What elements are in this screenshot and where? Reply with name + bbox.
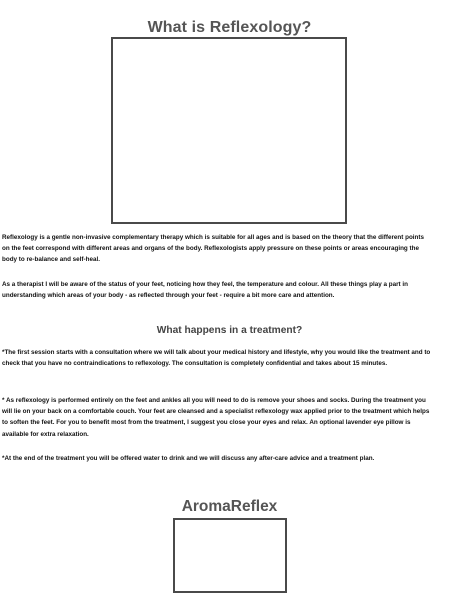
- treatment-paragraph-3: *At the end of the treatment you will be offered water to drink and we will discuss any after-care advice and a treatment plan.: [2, 455, 375, 462]
- intro-paragraph-1: Reflexology is a gentle non-invasive complementary therapy which is suitable for all ages and is based on the theory that the different points on the feet correspond with different areas and organs of the body. Reflexologists apply pressure on these points or areas encouraging the body to re-balance and self-heal.: [2, 234, 424, 264]
- brand-image-placeholder: [173, 518, 287, 593]
- intro-paragraph-2: As a therapist I will be aware of the status of your feet, noticing how they feel, the temperature and colour. All these things play a part in understanding which areas of your body - as reflected through your feet - require a bit more care and attention.: [2, 281, 408, 300]
- treatment-paragraph-2: * As reflexology is performed entirely on the feet and ankles all you will need to do is remove your shoes and socks. During the treatment you will lie on your back on a comfortable couch. Your feet are cleansed and a specialist reflexology wax applied prior to the treatment which helps to soften the feet. For you to benefit most from the treatment, I suggest you close your eyes and relax. An optional lavender eye pillow is available for extra relaxation.: [2, 397, 430, 438]
- treatment-heading: What happens in a treatment?: [156, 325, 303, 337]
- page-title: What is Reflexology?: [147, 18, 312, 36]
- brand-title: AromaReflex: [181, 497, 278, 515]
- reflexology-image-placeholder: [111, 37, 347, 224]
- treatment-paragraph-1: *The first session starts with a consultation where we will talk about your medical history and lifestyle, why you would like the treatment and to check that you have no contraindications to reflexology. The consultation is completely confidential and takes about 15 minutes.: [2, 349, 431, 368]
